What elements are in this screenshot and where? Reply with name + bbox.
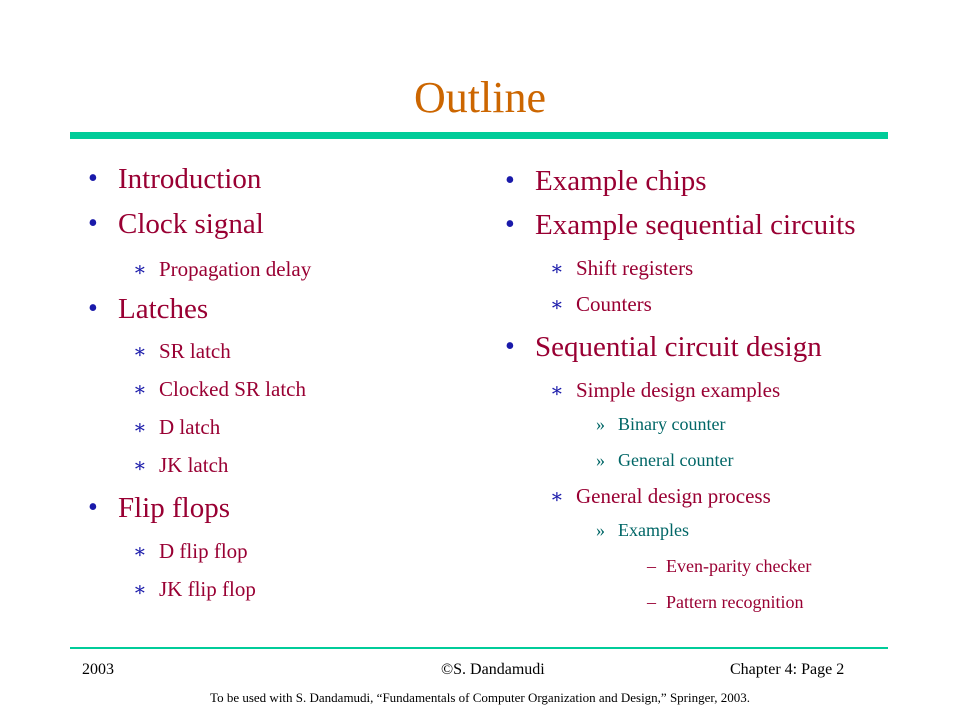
outline-item-label: Latches (118, 293, 209, 325)
outline-subitem-counters (550, 291, 652, 317)
bullet-icon: • (505, 331, 515, 362)
outline-subitem-label: JK flip flop (159, 577, 256, 601)
asterisk-icon: ∗ (133, 259, 147, 281)
chevron-right-icon: » (596, 450, 605, 470)
asterisk-icon: ∗ (133, 379, 147, 401)
bullet-icon: • (88, 163, 98, 194)
outline-subitem-label: D latch (159, 415, 221, 439)
outline-subitem-label: Propagation delay (159, 257, 312, 281)
outline-subitem-label: Clocked SR latch (159, 377, 306, 401)
asterisk-icon: ∗ (133, 341, 147, 363)
chevron-right-icon: » (596, 520, 605, 540)
bullet-icon: • (88, 492, 98, 523)
outline-subsubitem-label: Examples (618, 520, 689, 540)
asterisk-icon: ∗ (550, 380, 564, 402)
outline-subitem-label: D flip flop (159, 539, 248, 563)
footer-credit: To be used with S. Dandamudi, “Fundamentals of Computer Organization and Design,” Springer, 2003. (210, 690, 750, 705)
outline-subitem-propagation-delay (133, 256, 312, 282)
outline-item-introduction (88, 162, 262, 196)
outline-item-clock-signal (88, 207, 264, 241)
outline-subsubitem-binary-counter (596, 413, 726, 435)
outline-subitem-d-flip-flop (133, 538, 248, 564)
bullet-icon: • (88, 293, 98, 324)
dash-icon: – (647, 556, 656, 576)
asterisk-icon: ∗ (550, 486, 564, 508)
outline-subsubitem-general-counter (596, 449, 734, 471)
asterisk-icon: ∗ (133, 579, 147, 601)
outline-item-label: Example sequential circuits (535, 209, 856, 241)
outline-item-label: Sequential circuit design (535, 331, 822, 363)
outline-subitem-sr-latch (133, 338, 231, 364)
bottom-divider (70, 647, 888, 649)
bullet-icon: • (505, 165, 515, 196)
outline-subitem-jk-flip-flop (133, 576, 256, 602)
outline-subitem-shift-registers (550, 255, 694, 281)
outline-subitem-label: Counters (576, 292, 652, 316)
outline-detail-even-parity-checker (647, 555, 812, 577)
outline-item-label: Example chips (535, 165, 707, 197)
dash-icon: – (647, 592, 656, 612)
outline-item-latches (88, 292, 209, 326)
outline-detail-pattern-recognition (647, 591, 804, 613)
outline-detail-label: Even-parity checker (666, 556, 812, 576)
asterisk-icon: ∗ (550, 294, 564, 316)
outline-subitem-label: General design process (576, 484, 771, 508)
footer-author (441, 660, 545, 680)
copyright-icon: © (441, 661, 454, 678)
outline-item-example-chips (505, 164, 707, 198)
outline-subitem-label: JK latch (159, 453, 229, 477)
outline-subitem-clocked-sr-latch (133, 376, 306, 402)
bullet-icon: • (88, 208, 98, 239)
outline-item-example-sequential-circuits (505, 208, 856, 242)
asterisk-icon: ∗ (133, 541, 147, 563)
top-divider (70, 132, 888, 139)
footer-page-number: Chapter 4: Page 2 (730, 661, 845, 678)
outline-item-label: Flip flops (118, 492, 230, 524)
outline-detail-label: Pattern recognition (666, 592, 804, 612)
outline-subitem-d-latch (133, 414, 221, 440)
footer-year: 2003 (82, 661, 114, 678)
footer-author-name: S. Dandamudi (453, 661, 545, 678)
asterisk-icon: ∗ (133, 455, 147, 477)
outline-subitem-label: Simple design examples (576, 378, 781, 402)
bullet-icon: • (505, 209, 515, 240)
outline-subsubitem-label: Binary counter (618, 414, 726, 434)
asterisk-icon: ∗ (550, 258, 564, 280)
slide-title: Outline (414, 73, 546, 122)
asterisk-icon: ∗ (133, 417, 147, 439)
outline-subitem-simple-design-examples (550, 377, 781, 403)
outline-subsubitem-label: General counter (618, 450, 734, 470)
outline-subitem-general-design-process (550, 483, 771, 509)
outline-item-sequential-circuit-design (505, 330, 822, 364)
outline-subitem-jk-latch (133, 452, 229, 478)
outline-subsubitem-examples (596, 519, 689, 541)
chevron-right-icon: » (596, 414, 605, 434)
outline-item-label: Introduction (118, 163, 262, 195)
outline-subitem-label: Shift registers (576, 256, 694, 280)
outline-item-flip-flops (88, 491, 230, 525)
outline-item-label: Clock signal (118, 208, 264, 240)
outline-subitem-label: SR latch (159, 339, 231, 363)
